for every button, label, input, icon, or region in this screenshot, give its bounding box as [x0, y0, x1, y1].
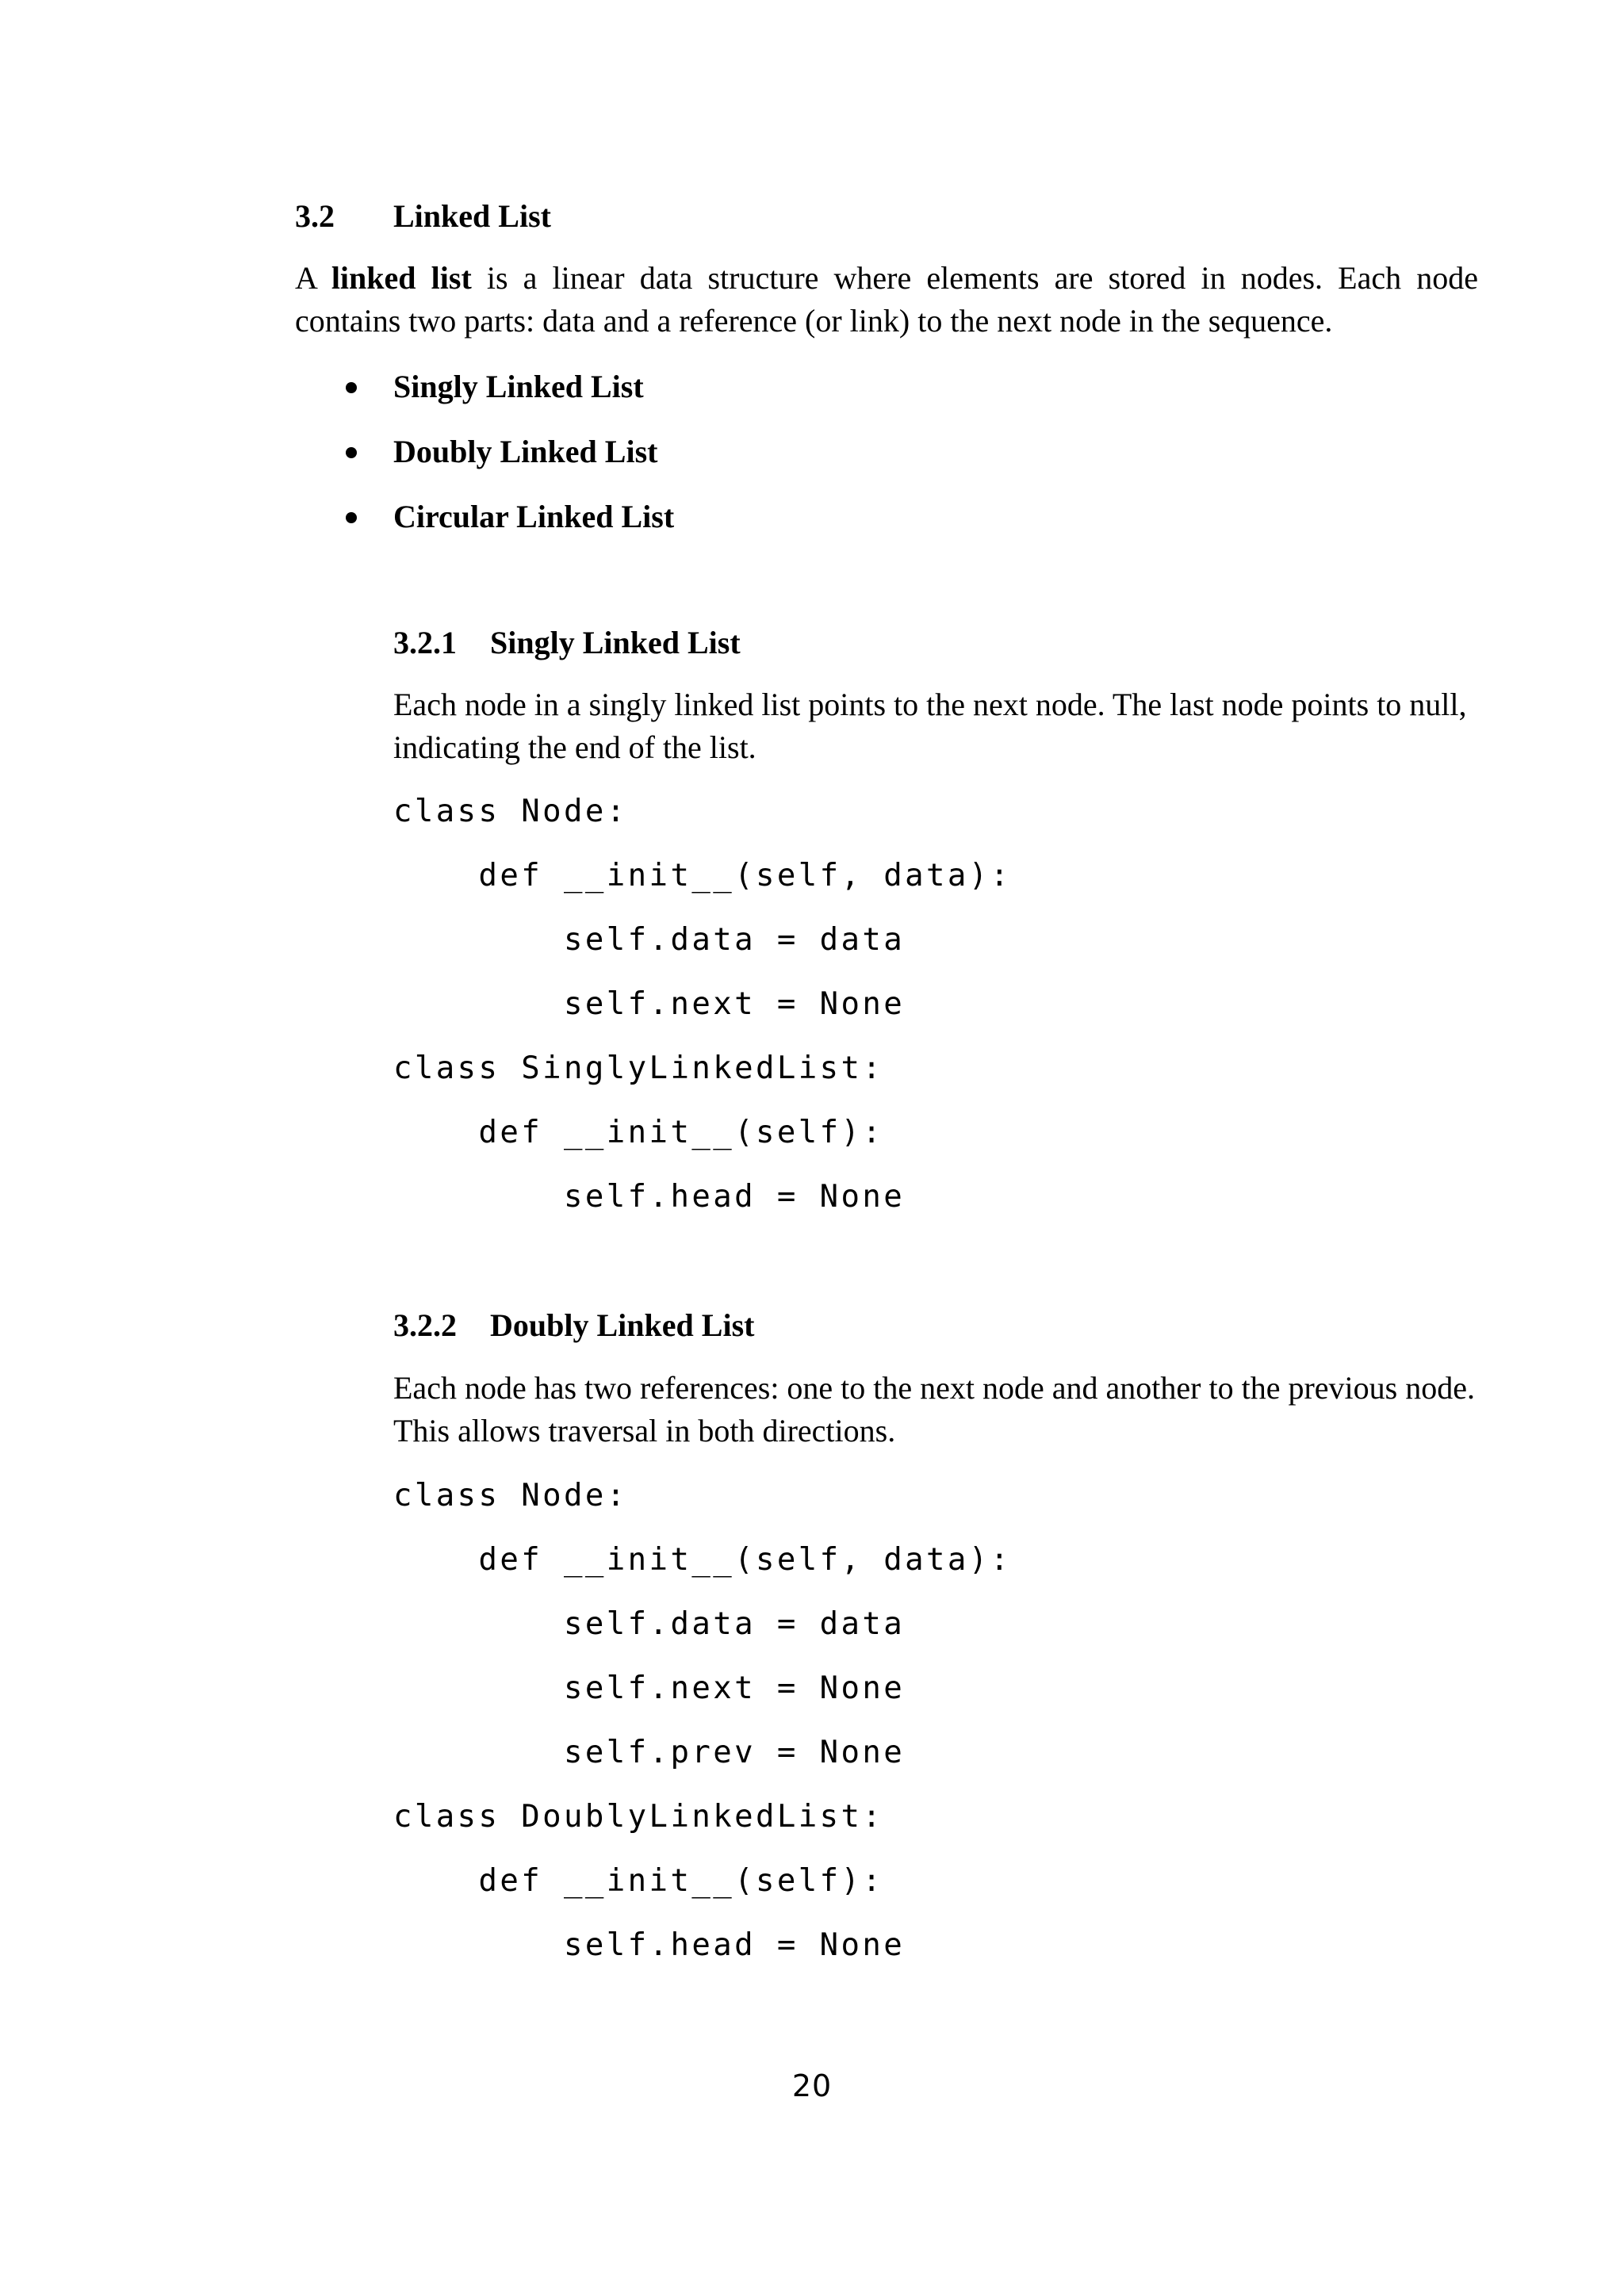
code-line: class Node:: [393, 1478, 628, 1513]
subsection-heading: [393, 1306, 948, 1345]
intro-line-2: contains two parts: data and a reference (or link) to the next node in the sequence.: [295, 303, 1333, 339]
bullet-item: [0, 497, 793, 537]
code-block: [393, 1476, 1012, 1963]
subsection-heading: [393, 623, 948, 663]
subsection-title: Singly Linked List: [490, 625, 741, 660]
code-line: self.head = None: [393, 1179, 906, 1215]
code-line: def __init__(self, data):: [393, 1542, 1012, 1578]
bullet-text: Singly Linked List: [393, 369, 644, 404]
code-line: self.next = None: [393, 1670, 906, 1706]
section-heading: [295, 197, 771, 236]
subsection-title: Doubly Linked List: [490, 1307, 755, 1343]
code-line: class DoublyLinkedList:: [393, 1799, 884, 1835]
code-line: self.data = data: [393, 922, 906, 958]
code-line: self.next = None: [393, 986, 906, 1022]
code-line: def __init__(self):: [393, 1115, 884, 1150]
bullet-item: [0, 367, 793, 407]
intro-bold-term: linked list: [331, 260, 472, 296]
description-line: Each node in a singly linked list points to the next node. The last node points to null,: [393, 687, 1467, 722]
bullet-dot-icon: [346, 447, 357, 458]
bullet-dot-icon: [346, 382, 357, 393]
description-line: This allows traversal in both directions.: [393, 1413, 896, 1448]
code-line: self.data = data: [393, 1606, 906, 1642]
code-line: def __init__(self, data):: [393, 858, 1012, 894]
intro-line-1: [295, 257, 1478, 300]
subsection-description: [393, 1367, 1503, 1452]
bullet-text: Doubly Linked List: [393, 434, 658, 469]
code-line: class SinglyLinkedList:: [393, 1050, 884, 1086]
code-block: [393, 792, 1012, 1215]
code-line: class Node:: [393, 794, 628, 829]
section-number: 3.2: [295, 198, 335, 234]
intro-prefix: A: [295, 260, 331, 296]
code-line: def __init__(self):: [393, 1863, 884, 1899]
section-title: Linked List: [393, 198, 551, 234]
section-intro: [295, 257, 1478, 342]
code-line: self.head = None: [393, 1927, 906, 1963]
subsection-description: [393, 683, 1503, 769]
description-line: Each node has two references: one to the next node and another to the previous node.: [393, 1370, 1475, 1406]
bullet-dot-icon: [346, 512, 357, 523]
intro-line-1-rest: is a linear data structure where elements are stored in nodes. Each node: [471, 260, 1478, 296]
bullet-item: [0, 432, 793, 472]
page-number: 20: [791, 2068, 833, 2103]
code-line: self.prev = None: [393, 1735, 906, 1770]
description-line: indicating the end of the list.: [393, 729, 756, 765]
subsection-number: 3.2.1: [393, 625, 457, 660]
subsection-number: 3.2.2: [393, 1307, 457, 1343]
bullet-text: Circular Linked List: [393, 499, 675, 534]
